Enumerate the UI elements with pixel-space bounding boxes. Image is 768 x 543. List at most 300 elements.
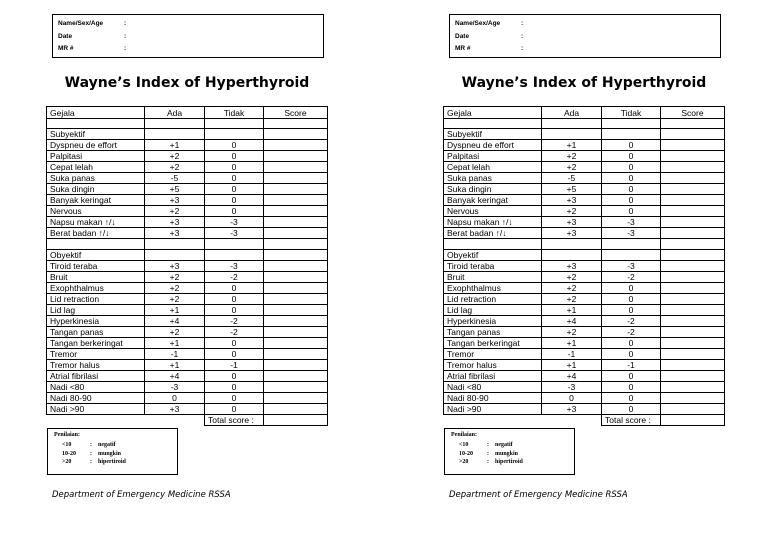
table-cell: +4 [145,370,205,381]
table-cell: -1 [145,348,205,359]
total-score-label: Total score : [602,414,661,425]
patient-field-label: MR # [58,45,74,52]
score-cell[interactable] [264,370,328,381]
table-cell: Tangan panas [444,326,542,337]
table-cell: -1 [205,359,264,370]
table-cell: 0 [542,392,602,403]
scoring-legend [47,428,178,475]
table-cell: -3 [205,228,264,239]
table-cell: -1 [602,359,661,370]
table-row [47,173,328,184]
department-footer: Department of Emergency Medicine RSSA [52,490,231,500]
legend-item [451,458,574,467]
score-cell[interactable] [661,293,725,304]
score-cell[interactable] [264,140,328,151]
table-row [444,337,725,348]
table-row [47,119,328,129]
patient-field-colon: : [124,45,127,52]
table-row [47,151,328,162]
column-header: Ada [542,107,602,119]
table-cell: 0 [602,348,661,359]
table-cell: Tangan berkeringat [444,337,542,348]
table-row [444,304,725,315]
table-row [444,271,725,282]
score-cell[interactable] [264,206,328,217]
table-row [444,162,725,173]
table-cell: 0 [205,195,264,206]
table-cell: +2 [145,326,205,337]
table-cell: 0 [602,370,661,381]
score-cell[interactable] [264,129,328,140]
table-cell: Hyperkinesia [444,315,542,326]
wayne-index-table [46,106,328,426]
table-cell: +4 [542,315,602,326]
scoring-legend [444,428,575,475]
score-cell[interactable] [264,151,328,162]
table-cell: Cepat lelah [47,162,145,173]
table-row [444,359,725,370]
table-cell [542,129,602,140]
table-cell: Nadi 80-90 [444,392,542,403]
table-cell: Tiroid teraba [444,260,542,271]
score-cell[interactable] [661,129,725,140]
legend-range: 10-20 [62,450,76,457]
table-cell [47,119,145,129]
table-row [47,282,328,293]
table-cell: Subyektif [444,129,542,140]
table-cell: -3 [602,260,661,271]
total-score-cell[interactable] [661,414,725,425]
score-cell[interactable] [264,392,328,403]
table-cell: Nervous [444,206,542,217]
table-cell: Dyspneu de effort [444,140,542,151]
table-cell: 0 [205,348,264,359]
table-cell: Tangan panas [47,326,145,337]
table-cell: +1 [145,140,205,151]
table-cell: -3 [602,228,661,239]
table-row [47,315,328,326]
legend-colon: : [90,442,92,448]
table-cell: +1 [542,337,602,348]
legend-meaning: negatif [98,442,116,448]
legend-title: Penilaian: [451,432,478,438]
score-cell[interactable] [264,282,328,293]
table-cell [542,119,602,129]
table-cell: 0 [145,392,205,403]
table-row [47,359,328,370]
table-cell: 0 [602,381,661,392]
table-cell: 0 [602,392,661,403]
score-cell[interactable] [264,119,328,129]
legend-meaning: mungkin [495,450,519,457]
table-cell: Tangan berkeringat [47,337,145,348]
table-cell: -2 [602,326,661,337]
total-row [444,414,725,425]
table-cell: -3 [205,217,264,228]
table-row [47,228,328,239]
table-cell: +2 [542,282,602,293]
patient-field-colon: : [124,20,127,27]
table-cell: -5 [145,173,205,184]
score-cell[interactable] [661,315,725,326]
table-cell: Nadi >90 [444,403,542,414]
table-header-row [444,107,725,119]
table-cell [205,239,264,249]
table-cell: +3 [145,260,205,271]
patient-info-box [449,14,721,58]
table-cell: -2 [205,326,264,337]
legend-range: <10 [62,442,72,448]
table-cell: +2 [542,151,602,162]
table-cell: +2 [542,271,602,282]
table-cell: +3 [145,217,205,228]
table-row [444,173,725,184]
table-row [47,348,328,359]
column-header: Tidak [602,107,661,119]
table-row [444,315,725,326]
table-cell: Bruit [47,271,145,282]
table-header-row [47,107,328,119]
form-title: Wayne’s Index of Hyperthyroid [64,75,310,91]
table-cell: Tremor [47,348,145,359]
table-row [444,293,725,304]
table-cell: Tremor [444,348,542,359]
table-cell: Lid lag [444,304,542,315]
table-cell [444,239,542,249]
table-cell: -3 [542,381,602,392]
table-cell: -2 [205,315,264,326]
table-row [444,206,725,217]
table-row [47,381,328,392]
legend-range: >20 [62,459,72,465]
table-cell: +1 [145,359,205,370]
patient-info-box [52,14,324,58]
table-cell [444,119,542,129]
table-cell [542,239,602,249]
table-cell: 0 [602,184,661,195]
score-cell[interactable] [264,260,328,271]
table-cell: 0 [602,403,661,414]
score-cell[interactable] [264,293,328,304]
table-cell: +1 [542,140,602,151]
score-cell[interactable] [264,195,328,206]
score-cell[interactable] [264,162,328,173]
score-cell[interactable] [264,217,328,228]
score-cell[interactable] [264,315,328,326]
table-row [444,228,725,239]
table-cell: -2 [602,271,661,282]
table-cell: 0 [205,381,264,392]
patient-field[interactable] [455,18,720,31]
column-header: Gejala [47,107,145,119]
legend-colon: : [90,459,92,465]
table-row [47,260,328,271]
table-cell: Berat badan ↑/↓ [47,228,145,239]
score-cell[interactable] [264,337,328,348]
table-cell [602,239,661,249]
patient-field-label: Name/Sex/Age [455,20,501,27]
table-row [47,337,328,348]
score-cell[interactable] [661,140,725,151]
table-cell: 0 [602,293,661,304]
legend-colon: : [487,459,489,465]
legend-range: <10 [459,442,469,448]
table-cell: +2 [145,206,205,217]
table-cell: Atrial fibrilasi [47,370,145,381]
table-cell: +1 [145,304,205,315]
score-cell[interactable] [661,359,725,370]
table-cell [145,239,205,249]
table-cell [542,249,602,260]
column-header: Score [264,107,328,119]
table-row [444,217,725,228]
score-cell[interactable] [661,370,725,381]
table-cell: Banyak keringat [47,195,145,206]
table-cell: Atrial fibrilasi [444,370,542,381]
legend-meaning: hipertiroid [495,459,523,465]
table-cell: +3 [542,228,602,239]
table-row [47,293,328,304]
score-cell[interactable] [264,173,328,184]
score-cell[interactable] [661,326,725,337]
table-cell: 0 [602,173,661,184]
table-cell: +2 [145,151,205,162]
table-cell: -3 [205,260,264,271]
table-cell [602,249,661,260]
table-row [47,326,328,337]
score-form-left [0,0,330,543]
table-cell [145,129,205,140]
column-header: Gejala [444,107,542,119]
score-cell[interactable] [264,403,328,414]
legend-item [54,441,177,450]
table-cell: 0 [602,304,661,315]
patient-field-colon: : [124,32,127,40]
table-row [444,403,725,414]
legend-item [54,458,177,467]
table-cell [602,119,661,129]
score-cell[interactable] [661,271,725,282]
table-cell: 0 [602,162,661,173]
table-cell: -1 [542,348,602,359]
table-cell: 0 [602,151,661,162]
table-cell: +2 [145,162,205,173]
score-cell[interactable] [661,260,725,271]
table-row [47,239,328,249]
table-row [47,249,328,260]
score-cell[interactable] [661,195,725,206]
legend-meaning: mungkin [98,450,122,457]
table-cell: +1 [542,304,602,315]
score-cell[interactable] [661,403,725,414]
table-row [47,217,328,228]
patient-field-label: Date [455,32,470,40]
table-cell: Suka panas [47,173,145,184]
table-row [444,381,725,392]
score-cell[interactable] [661,348,725,359]
table-row [444,348,725,359]
patient-field-label: Date [58,32,73,40]
table-cell: Obyektif [47,249,145,260]
table-cell: Suka dingin [444,184,542,195]
legend-item [451,450,574,459]
total-score-cell[interactable] [264,414,328,425]
table-cell: 0 [205,392,264,403]
table-cell: +5 [145,184,205,195]
score-cell[interactable] [264,184,328,195]
table-row [444,119,725,129]
score-cell[interactable] [264,381,328,392]
table-row [444,392,725,403]
patient-field-colon: : [521,45,524,52]
table-cell: Tremor halus [47,359,145,370]
score-cell[interactable] [661,337,725,348]
legend-colon: : [487,450,489,457]
patient-field[interactable] [455,31,720,44]
table-cell: +3 [542,260,602,271]
table-cell: +2 [145,271,205,282]
total-row [47,414,328,425]
score-cell[interactable] [661,206,725,217]
legend-meaning: negatif [495,442,513,448]
table-cell: +3 [542,217,602,228]
table-cell: 0 [205,173,264,184]
table-cell: Subyektif [47,129,145,140]
score-cell[interactable] [661,392,725,403]
table-cell: Lid lag [47,304,145,315]
score-cell[interactable] [264,304,328,315]
table-row [47,184,328,195]
table-cell: +3 [542,403,602,414]
patient-field[interactable] [58,18,323,31]
table-cell: +1 [542,359,602,370]
table-cell [47,239,145,249]
table-cell: +2 [542,206,602,217]
table-row [47,195,328,206]
score-cell[interactable] [661,304,725,315]
score-cell[interactable] [661,119,725,129]
table-cell: -3 [145,381,205,392]
patient-field-label: Name/Sex/Age [58,20,104,27]
table-cell: 0 [205,337,264,348]
table-cell: 0 [602,282,661,293]
score-cell[interactable] [661,151,725,162]
department-footer: Department of Emergency Medicine RSSA [449,490,628,500]
table-row [47,403,328,414]
patient-field-label: MR # [455,45,471,52]
wayne-index-table [443,106,725,426]
legend-meaning: hipertiroid [98,459,126,465]
table-cell: -2 [602,315,661,326]
table-cell: 0 [602,206,661,217]
score-cell[interactable] [661,173,725,184]
table-cell: Lid retraction [444,293,542,304]
form-title: Wayne’s Index of Hyperthyroid [461,75,707,91]
score-form-right [397,0,727,543]
score-cell[interactable] [661,184,725,195]
table-cell: Exophthalmus [47,282,145,293]
patient-field-colon: : [521,32,524,40]
legend-colon: : [487,442,489,448]
score-cell[interactable] [661,249,725,260]
table-cell: Berat badan ↑/↓ [444,228,542,239]
legend-item [54,450,177,459]
score-cell[interactable] [264,228,328,239]
table-cell: 0 [205,162,264,173]
table-cell: Hyperkinesia [47,315,145,326]
table-cell [145,249,205,260]
score-cell[interactable] [661,217,725,228]
table-row [444,151,725,162]
table-cell: 0 [602,140,661,151]
table-cell: 0 [205,293,264,304]
table-row [444,140,725,151]
legend-range: 10-20 [459,450,473,457]
legend-range: >20 [459,459,469,465]
table-cell: Palpitasi [47,151,145,162]
table-cell: -3 [602,217,661,228]
column-header: Ada [145,107,205,119]
table-cell: 0 [205,282,264,293]
score-cell[interactable] [661,239,725,249]
table-cell: +2 [145,282,205,293]
patient-field[interactable] [58,31,323,44]
table-cell: +4 [542,370,602,381]
score-cell[interactable] [264,239,328,249]
table-row [444,260,725,271]
table-cell: +3 [145,228,205,239]
table-row [444,184,725,195]
table-cell: Palpitasi [444,151,542,162]
table-cell: Bruit [444,271,542,282]
score-cell[interactable] [661,381,725,392]
table-row [47,129,328,140]
table-cell [205,119,264,129]
score-cell[interactable] [264,359,328,370]
legend-colon: : [90,450,92,457]
table-cell: 0 [602,337,661,348]
score-cell[interactable] [264,326,328,337]
table-cell: +5 [542,184,602,195]
score-cell[interactable] [661,282,725,293]
table-cell: Tremor halus [444,359,542,370]
table-row [444,195,725,206]
score-cell[interactable] [264,348,328,359]
table-cell: +3 [145,403,205,414]
table-cell: 0 [205,184,264,195]
table-cell: Dyspneu de effort [47,140,145,151]
patient-field[interactable] [455,43,720,56]
patient-field[interactable] [58,43,323,56]
table-cell: +2 [542,162,602,173]
table-cell: Tiroid teraba [47,260,145,271]
table-cell: Napsu makan ↑/↓ [444,217,542,228]
score-cell[interactable] [661,228,725,239]
legend-title: Penilaian: [54,432,81,438]
table-row [444,249,725,260]
table-cell: Napsu makan ↑/↓ [47,217,145,228]
total-score-label: Total score : [205,414,264,425]
table-row [444,129,725,140]
score-cell[interactable] [264,249,328,260]
table-cell: Cepat lelah [444,162,542,173]
score-cell[interactable] [661,162,725,173]
score-cell[interactable] [264,271,328,282]
table-cell [145,119,205,129]
table-cell: Nadi >90 [47,403,145,414]
table-cell: Suka panas [444,173,542,184]
table-cell: Nervous [47,206,145,217]
